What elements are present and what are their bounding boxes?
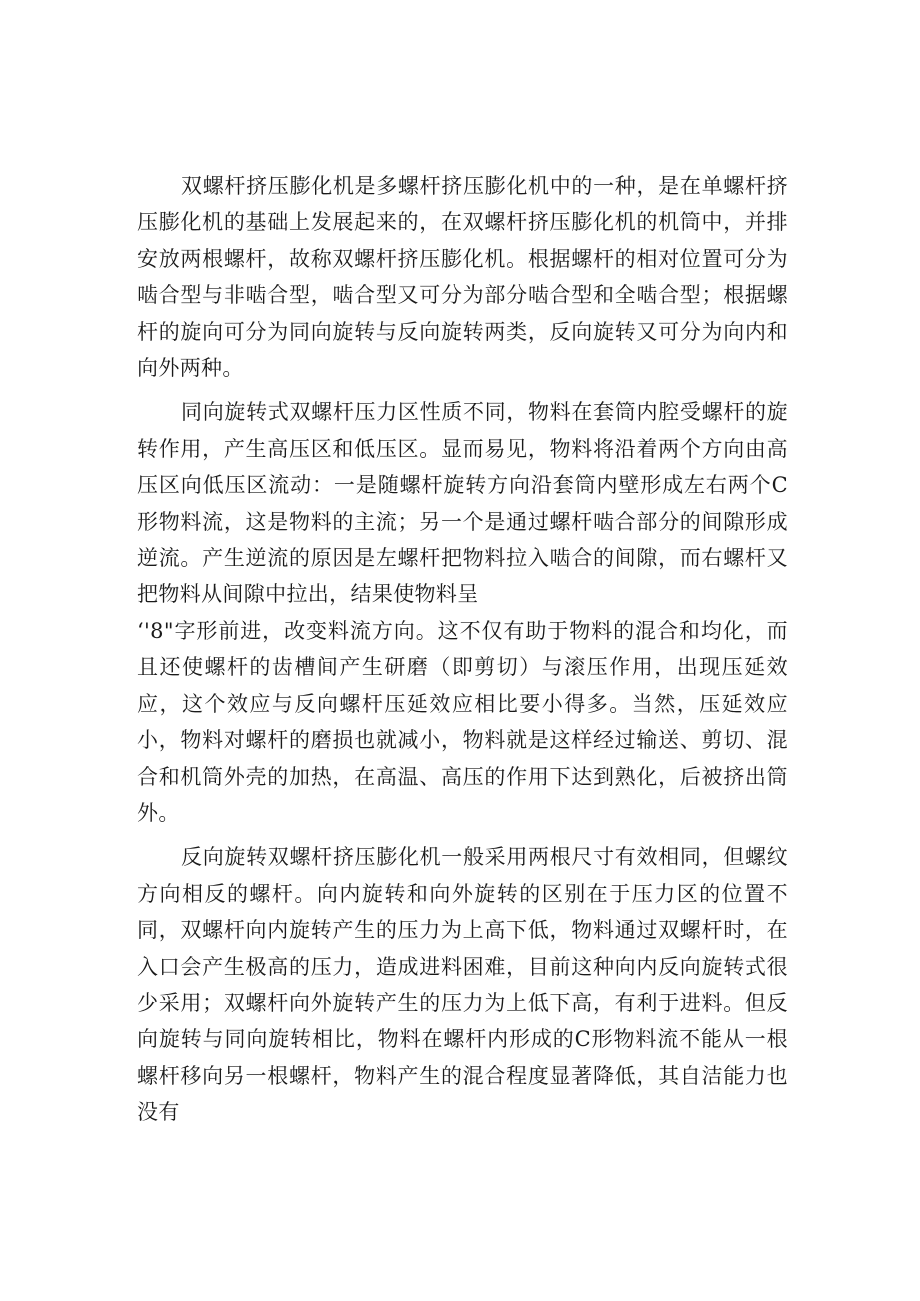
paragraph-twin-screw-intro: 双螺杆挤压膨化机是多螺杆挤压膨化机中的一种，是在单螺杆挤压膨化机的基础上发展起来的，在双螺杆挤压膨化机的机筒中，并排安放两根螺杆，故称双螺杆挤压膨化机。根据螺杆的相对位置可分为啮合型与非啮合型，啮合型又可分为部分啮合型和全啮合型；根据螺杆的旋向可分为同向旋转与反向旋转两类，反向旋转又可分为向内和向外两种。 (137, 174, 788, 381)
paragraph-counter-rotating: 反向旋转双螺杆挤压膨化机一般采用两根尺寸有效相同，但螺纹方向相反的螺杆。向内旋转和向外旋转的区别在于压力区的位置不同，双螺杆向内旋转产生的压力为上高下低，物料通过双螺杆时，在入口会产生极高的压力，造成进料困难，目前这种向内反向旋转式很少采用；双螺杆向外旋转产生的压力为上低下高，有利于进料。但反向旋转与同向旋转相比，物料在螺杆内形成的C形物料流不能从一根螺杆移向另一根螺杆，物料产生的混合程度显著降低，其自洁能力也没有 (137, 845, 788, 1125)
document-body (137, 168, 788, 1131)
paragraph-co-rotating-continued: ‘'8"字形前进，改变料流方向。这不仅有助于物料的混合和均化，而且还使螺杆的齿槽间产生研磨（即剪切）与滚压作用，出现压延效应，这个效应与反向螺杆压延效应相比要小得多。当然，压延效应小，物料对螺杆的磨损也就减小，物料就是这样经过输送、剪切、混合和机筒外壳的加热，在高温、高压的作用下达到熟化，后被挤出筒外。 (137, 618, 788, 825)
paragraph-co-rotating: 同向旋转式双螺杆压力区性质不同，物料在套筒内腔受螺杆的旋转作用，产生高压区和低压区。显而易见，物料将沿着两个方向由高压区向低压区流动：一是随螺杆旋转方向沿套筒内壁形成左右两个C形物料流，这是物料的主流；另一个是通过螺杆啮合部分的间隙形成逆流。产生逆流的原因是左螺杆把物料拉入啮合的间隙，而右螺杆又把物料从间隙中拉出，结果使物料呈 (137, 400, 788, 607)
